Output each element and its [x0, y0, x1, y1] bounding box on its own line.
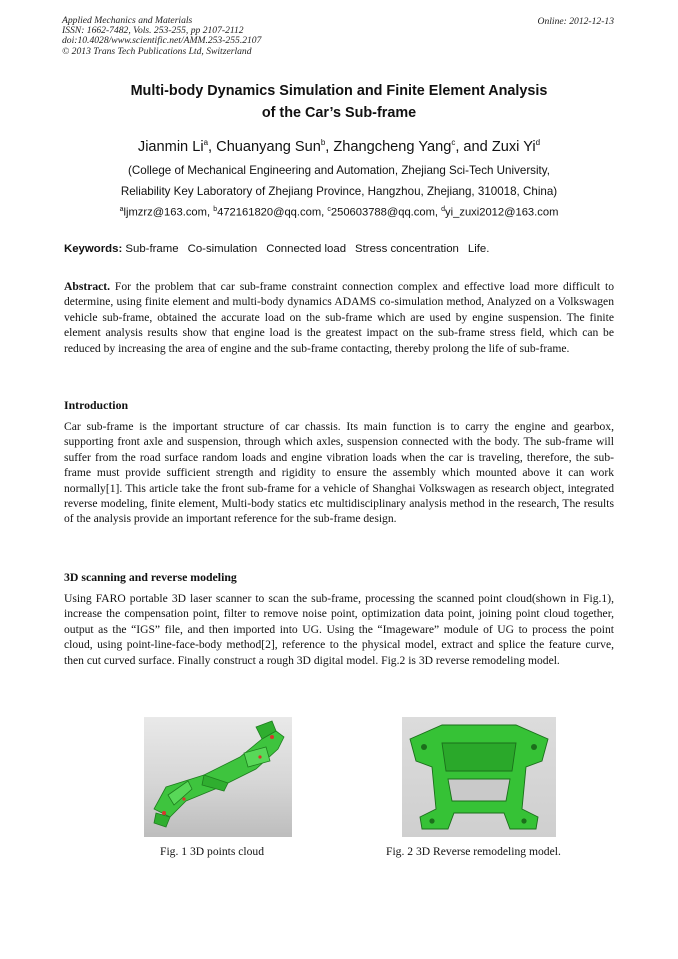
issn-line: ISSN: 1662-7482, Vols. 253-255, pp 2107-2112 — [62, 25, 244, 37]
title-line-1: Multi-body Dynamics Simulation and Finite Element Analysis — [130, 83, 548, 99]
keywords-line — [64, 243, 498, 255]
paper-title — [0, 80, 678, 124]
author-name: Zuxi Yi — [491, 138, 536, 155]
introduction-paragraph: Car sub-frame is the important structure of car chassis. Its main function is to carry the engine and gearbox, supporting front axle and suspension, through which axles, suspension connected with the body. The sub-frame will suffer from the road surface random loads and engine vibration loads when the car is traveling, therefore, the sub-frame must provide sufficient strength and rigidity to ensure the assembly which mounted above it can work normally[1]. This article take the front sub-frame for a vehicle of Shanghai Volkswagen as research object, integrated reverse modeling, finite element, Multi-body statics etc multidisciplinary analysis method in the research, The results of the analysis provide an important reference for the sub-frame design. — [64, 420, 614, 526]
email-sep: , — [321, 206, 328, 219]
keyword-item: Co-simulation — [187, 243, 258, 255]
email-address[interactable]: 472161820@qq.com — [217, 206, 322, 219]
author-sep: , — [325, 138, 334, 155]
author-sep: , — [208, 138, 217, 155]
copyright-line: © 2013 Trans Tech Publications Ltd, Switzerland — [62, 45, 252, 57]
email-sep: , — [206, 206, 214, 219]
affiliation-line-2: Reliability Key Laboratory of Zhejiang Province, Hangzhou, Zhejiang, 310018, China) — [120, 185, 558, 198]
figure-2-image — [402, 717, 556, 837]
keyword-item: Sub-frame — [125, 243, 179, 255]
email-address[interactable]: yi_zuxi2012@163.com — [445, 206, 559, 219]
email-sup: a — [119, 206, 124, 213]
author-name: Zhangcheng Yang — [333, 138, 452, 155]
email-sep: , — [434, 206, 442, 219]
abstract-text: For the problem that car sub-frame constraint connection complex and effective load more difficult to determine, using finite element and multi-body dynamics ADAMS co-simulation method, Analyzed on a Volkswagen vehicle sub-frame, obtained the accurate load on the sub-frame which are used by engine suspension. The finite element analysis results show that engine load is the greatest impact on the sub-frame stress field, which can be reduced by increasing the area of engine and the sub-frame contacting, thereby prolong the life of sub-frame. — [64, 280, 614, 355]
email-address[interactable]: ljmzrz@163.com — [123, 206, 207, 219]
author-name: Jianmin Li — [137, 138, 204, 155]
subframe-model-illustration — [402, 717, 556, 837]
affiliation-line-1: (College of Mechanical Engineering and Automation, Zhejiang Sci-Tech University, — [128, 164, 550, 177]
scanning-heading: 3D scanning and reverse modeling — [64, 570, 237, 584]
keyword-item: Life. — [467, 243, 490, 255]
keyword-item: Stress concentration — [355, 243, 459, 255]
author-sep: , and — [455, 138, 492, 155]
author-sup: b — [320, 138, 326, 147]
author-sup: a — [203, 138, 209, 147]
scanning-paragraph: Using FARO portable 3D laser scanner to scan the sub-frame, processing the scanned point cloud(shown in Fig.1), increase the compensation point, filter to remove noise point, optimization data point, joining point cloud together, output as the “IGS” file, and then imported into UG. Using the “Imageware” module of UG to process the point cloud, using point-line-face-body method[2], reference to the physical model, extract and splice the feature curve, then cut curved surface. Finally construct a rough 3D digital model. Fig.2 is 3D reverse remodeling model. — [64, 592, 614, 667]
title-line-2: of the Car’s Sub-frame — [261, 105, 417, 121]
keywords-label: Keywords: — [64, 243, 123, 255]
email-sup: d — [441, 206, 446, 213]
figure-2-caption: Fig. 2 3D Reverse remodeling model. — [386, 845, 561, 858]
figure-1-image — [144, 717, 292, 837]
doi-line[interactable]: doi:10.4028/www.scientific.net/AMM.253-255.2107 — [62, 35, 262, 47]
keyword-item: Connected load — [266, 243, 347, 255]
abstract-paragraph — [64, 279, 614, 356]
author-list — [0, 138, 678, 155]
journal-header — [62, 16, 261, 57]
journal-name: Applied Mechanics and Materials — [62, 15, 193, 26]
email-list — [0, 206, 678, 219]
abstract-label: Abstract. — [64, 280, 111, 293]
author-name: Chuanyang Sun — [216, 138, 321, 155]
email-address[interactable]: 250603788@qq.com — [330, 206, 435, 219]
email-sup: b — [213, 206, 218, 213]
email-sup: c — [327, 206, 331, 213]
author-sup: c — [451, 138, 456, 147]
online-date: Online: 2012-12-13 — [537, 16, 614, 27]
figure-1-caption: Fig. 1 3D points cloud — [160, 845, 265, 858]
point-cloud-illustration — [144, 717, 292, 837]
author-sup: d — [535, 138, 541, 147]
introduction-heading: Introduction — [64, 398, 129, 412]
